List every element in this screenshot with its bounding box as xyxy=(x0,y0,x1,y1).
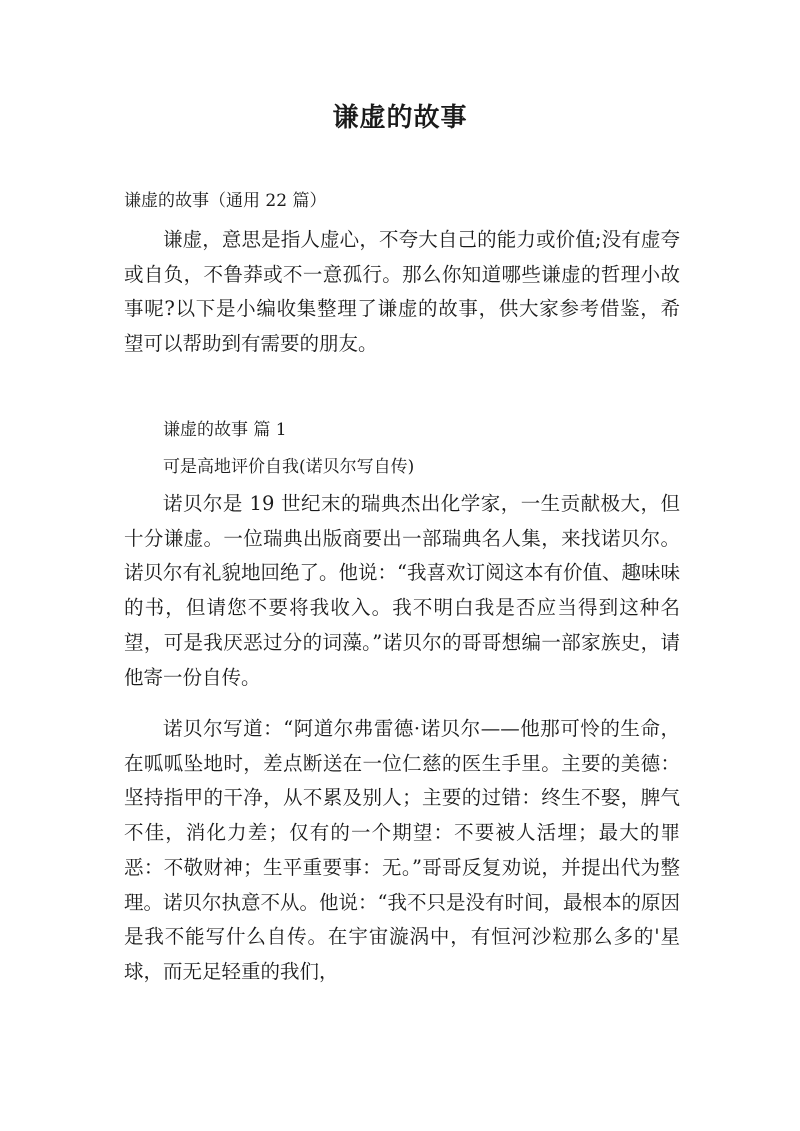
body-paragraph-2: 诺贝尔写道：“阿道尔弗雷德·诺贝尔——他那可怜的生命，在呱呱坠地时，差点断送在一位仁慈的医生手里。主要的美德：坚持指甲的干净，从不累及别人；主要的过错：终生不娶，脾气不佳，消化力差；仅有的一个期望：不要被人活埋；最大的罪恶：不敬财神；生平重要事：无。”哥哥反复劝说，并提出代为整理。诺贝尔执意不从。他说：“我不只是没有时间，最根本的原因是我不能写什么自传。在宇宙漩涡中，有恒河沙粒那么多的'星球，而无足轻重的我们， xyxy=(124,717,680,983)
body-paragraph-1: 诺贝尔是 19 世纪末的瑞典杰出化学家，一生贡献极大，但十分谦虚。一位瑞典出版商要出一部瑞典名人集，来找诺贝尔。诺贝尔有礼貌地回绝了。他说：“我喜欢订阅这本有价值、趣味味的书，但请您不要将我收入。我不明白我是否应当得到这种名望，可是我厌恶过分的词藻。”诺贝尔的哥哥想编一部家族史，请他寄一份自传。 xyxy=(124,492,680,689)
document-subtitle: 谦虚的故事（通用 22 篇） xyxy=(124,191,327,211)
section-heading: 谦虚的故事 篇 1 xyxy=(163,420,287,440)
document-title: 谦虚的故事 xyxy=(332,103,468,133)
intro-paragraph: 谦虚，意思是指人虚心，不夸大自己的能力或价值;没有虚夸或自负，不鲁莽或不一意孤行。那么你知道哪些谦虚的哲理小故事呢?以下是小编收集整理了谦虚的故事，供大家参考借鉴，希望可以帮助到有需要的朋友。 xyxy=(124,228,680,356)
story-title: 可是高地评价自我(诺贝尔写自传) xyxy=(163,457,415,477)
